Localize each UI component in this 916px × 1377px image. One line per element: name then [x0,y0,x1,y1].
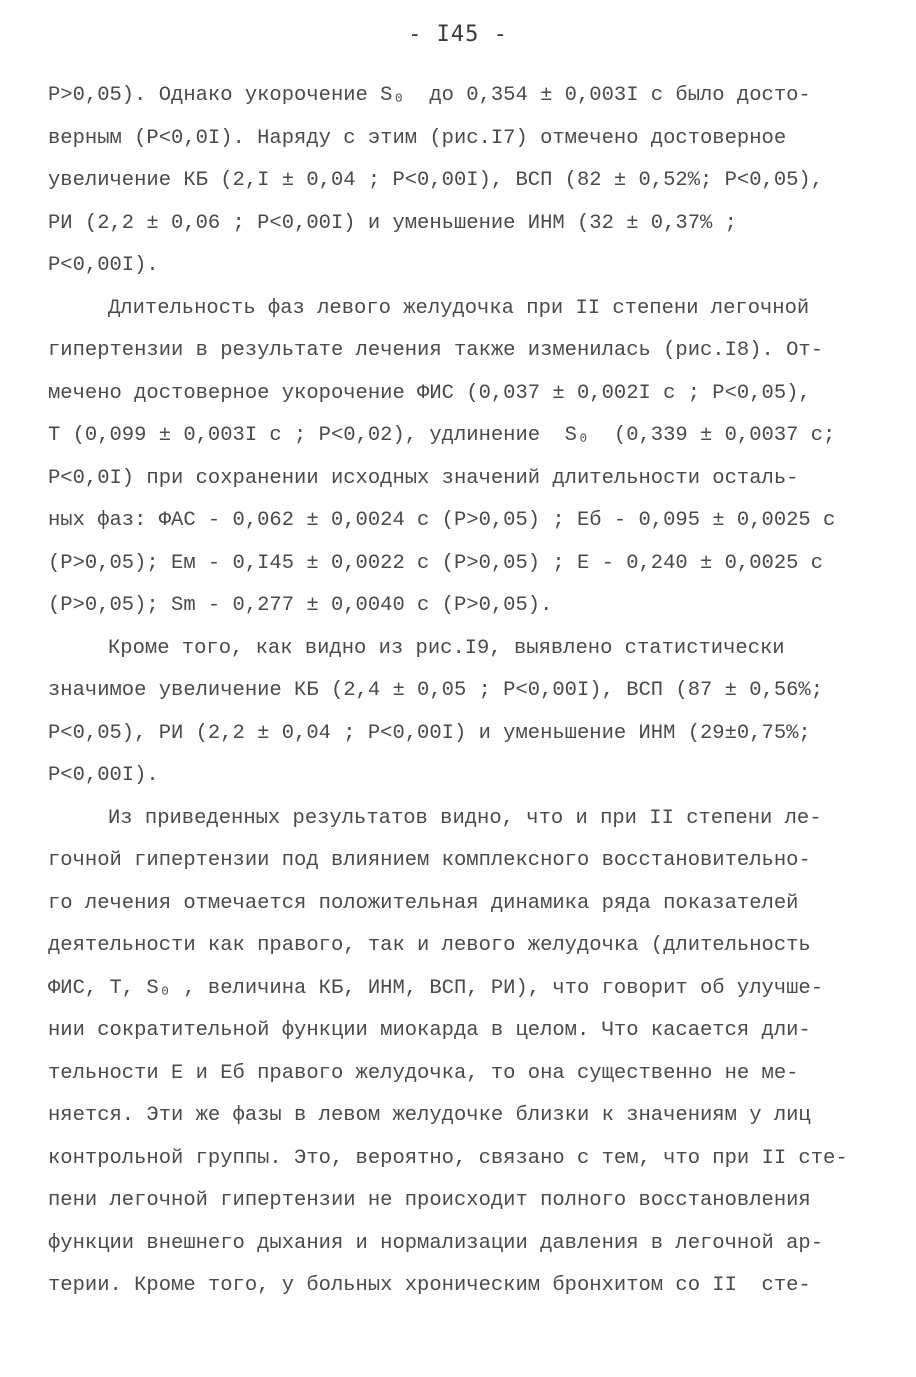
text-line: P<0,00I). [48,764,159,787]
text-line: няется. Эти же фазы в левом желудочке близки к значениям у лиц [48,1104,811,1127]
text-line: контрольной группы. Это, вероятно, связано с тем, что при II сте- [48,1146,848,1170]
text-line: (P>0,05); Ем - 0,I45 ± 0,0022 с (P>0,05) ; Е - 0,240 ± 0,0025 с [48,551,824,575]
text-line: Т (0,099 ± 0,003I с ; P<0,02), удлинение S₀ (0,339 ± 0,0037 с; [48,424,836,447]
text-line: мечено достоверное укорочение ФИС (0,037 ± 0,002I с ; P<0,05), [48,381,811,405]
text-line: P<0,00I). [48,254,159,277]
text-line: РИ (2,2 ± 0,06 ; P<0,00I) и уменьшение ИНМ (32 ± 0,37% ; [48,211,737,235]
text-line: пени легочной гипертензии не происходит полного восстановления [48,1189,811,1212]
text-line: (P>0,05); Sm - 0,277 ± 0,0040 с (P>0,05). [48,594,553,617]
text-line: Из приведенных результатов видно, что и при II степени ле- [108,806,822,830]
text-line: терии. Кроме того, у больных хроническим бронхитом со II сте- [48,1274,811,1297]
text-line: Длительность фаз левого желудочка при II степени легочной [108,296,810,320]
text-line: верным (P<0,0I). Наряду с этим (рис.I7) отмечено достоверное [48,126,787,150]
paragraph-2 [48,288,848,628]
text-line: P>0,05). Однако укорочение S₀ до 0,354 ± 0,003I с было досто- [48,84,811,107]
text-line: го лечения отмечается положительная динамика ряда показателей [48,891,799,915]
paragraph-1 [48,75,848,288]
text-line: Кроме того, как видно из рис.I9, выявлено статистически [108,636,785,660]
text-line: P<0,0I) при сохранении исходных значений длительности осталь- [48,466,799,490]
text-line: деятельности как правого, так и левого желудочка (длительность [48,934,811,957]
page-number: - I45 - [408,22,508,47]
body-text [48,75,848,1308]
text-line: гипертензии в результате лечения также изменилась (рис.I8). От- [48,339,824,362]
text-line: нии сократительной функции миокарда в целом. Что касается дли- [48,1019,811,1042]
text-line: увеличение КБ (2,I ± 0,04 ; P<0,00I), ВСП (82 ± 0,52%; P<0,05), [48,169,824,192]
text-line: гочной гипертензии под влиянием комплексного восстановительно- [48,849,811,872]
paragraph-4 [48,798,848,1308]
text-line: ФИС, Т, S₀ , величина КБ, ИНМ, ВСП, РИ), что говорит об улучше- [48,976,824,1000]
text-line: P<0,05), РИ (2,2 ± 0,04 ; P<0,00I) и уменьшение ИНМ (29±0,75%; [48,721,811,745]
text-line: ных фаз: ФАС - 0,062 ± 0,0024 с (P>0,05) ; Еб - 0,095 ± 0,0025 с [48,509,836,532]
text-line: функции внешнего дыхания и нормализации давления в легочной ар- [48,1231,824,1255]
text-line: тельности Е и Еб правого желудочка, то она существенно не ме- [48,1061,799,1085]
paragraph-3 [48,628,848,798]
text-line: значимое увеличение КБ (2,4 ± 0,05 ; P<0,00I), ВСП (87 ± 0,56%; [48,679,824,702]
